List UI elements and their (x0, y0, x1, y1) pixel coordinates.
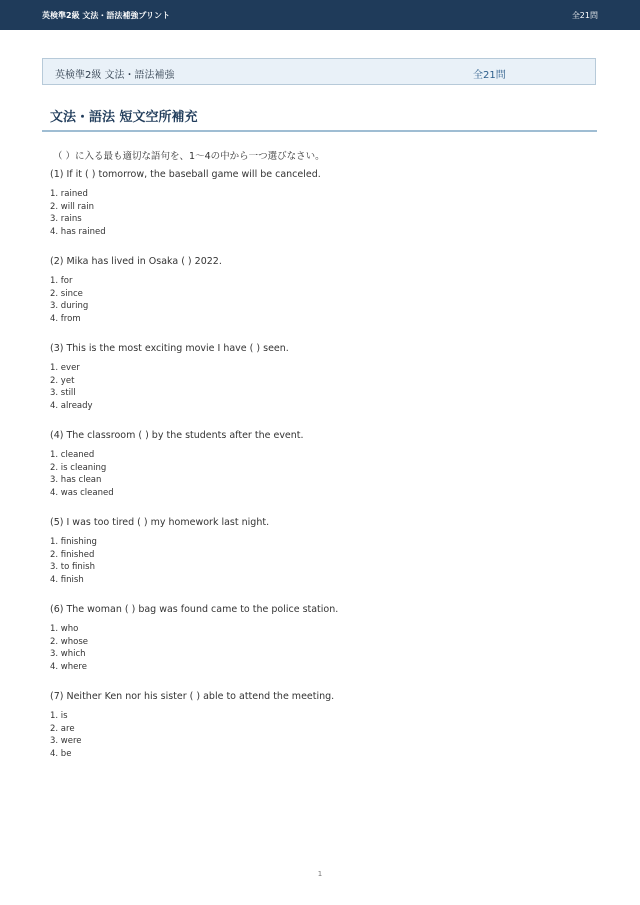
top-header-bar (0, 0, 640, 30)
answer-option: 4. be (50, 749, 72, 760)
question-text: (2) Mika has lived in Osaka ( ) 2022. (50, 256, 222, 267)
answer-option: 3. still (50, 388, 76, 399)
answer-option: 2. is cleaning (50, 462, 107, 473)
answer-option: 4. from (50, 314, 81, 325)
header-question-count: 全21問 (571, 11, 598, 20)
answer-option: 4. already (50, 401, 93, 412)
question-3 (50, 342, 590, 429)
answer-option: 2. yet (50, 375, 75, 386)
answer-option: 4. finish (50, 575, 84, 586)
answer-option: 2. finished (50, 549, 95, 560)
question-6 (50, 603, 590, 690)
answer-option: 2. are (50, 723, 75, 734)
instruction-text: （ ）に入る最も適切な語句を、1〜4の中から一つ選びなさい。 (53, 151, 325, 162)
answer-option: 1. finishing (50, 537, 97, 547)
question-7 (50, 690, 590, 777)
answer-option: 1. who (50, 624, 79, 634)
answer-option: 2. will rain (50, 201, 95, 212)
question-text: (7) Neither Ken nor his sister ( ) able to attend the meeting. (50, 691, 335, 702)
answer-option: 4. has rained (50, 227, 106, 238)
answer-option: 1. for (50, 276, 73, 286)
answer-option: 3. were (50, 736, 82, 747)
info-box (42, 58, 596, 85)
info-box-title: 英検準2級 文法・語法補強 (55, 70, 175, 81)
page-number: 1 (317, 870, 323, 878)
answer-option: 3. rains (50, 214, 82, 225)
question-text: (5) I was too tired ( ) my homework last night. (50, 517, 270, 528)
answer-option: 1. is (50, 711, 68, 721)
answer-option: 3. has clean (50, 475, 102, 486)
title-divider (42, 130, 597, 132)
question-text: (4) The classroom ( ) by the students after the event. (50, 430, 304, 441)
question-text: (3) This is the most exciting movie I have ( ) seen. (50, 343, 289, 354)
answer-options (50, 536, 590, 587)
answer-options (50, 362, 590, 413)
answer-option: 1. cleaned (50, 450, 95, 460)
answer-options (50, 710, 590, 761)
answer-options (50, 623, 590, 674)
question-text: (1) If it ( ) tomorrow, the baseball game will be canceled. (50, 169, 321, 180)
answer-option: 3. to finish (50, 562, 95, 573)
answer-option: 1. ever (50, 363, 80, 373)
question-text: (6) The woman ( ) bag was found came to the police station. (50, 604, 339, 615)
question-2 (50, 255, 590, 342)
answer-options (50, 188, 590, 239)
section-title: 文法・語法 短文空所補充 (50, 110, 198, 125)
answer-option: 1. rained (50, 189, 88, 199)
answer-option: 3. which (50, 649, 86, 660)
answer-option: 4. where (50, 662, 87, 673)
answer-option: 2. since (50, 288, 83, 299)
answer-options (50, 275, 590, 326)
info-box-count: 全21問 (473, 70, 506, 81)
question-1 (50, 168, 590, 255)
answer-option: 2. whose (50, 636, 89, 647)
header-title: 英検準2級 文法・語法補強プリント (42, 11, 171, 20)
question-4 (50, 429, 590, 516)
answer-options (50, 449, 590, 500)
question-5 (50, 516, 590, 603)
question-list (50, 148, 590, 777)
answer-option: 3. during (50, 301, 89, 312)
answer-option: 4. was cleaned (50, 488, 114, 499)
